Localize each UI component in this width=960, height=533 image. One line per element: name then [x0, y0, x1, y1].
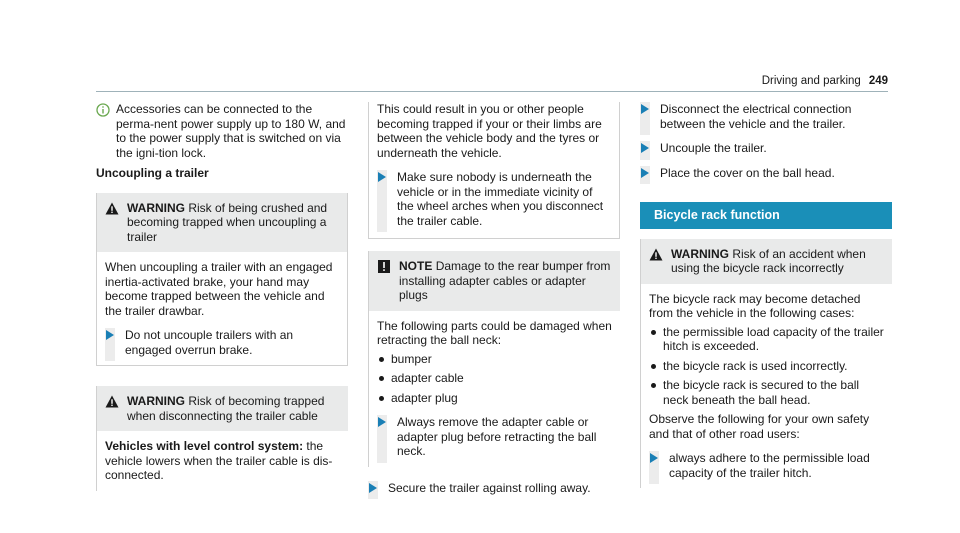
- notice-text: The following parts could be damaged when retracting the ball neck:: [377, 318, 612, 347]
- step-text: Do not uncouple trailers with an engaged overrun brake.: [125, 328, 294, 357]
- warning-box-bicycle-rack: [640, 239, 892, 489]
- warning-body: [97, 431, 348, 491]
- header-rule: [96, 91, 888, 92]
- step-text: Uncouple the trailer.: [660, 141, 767, 155]
- warning-title: Risk of becoming trapped when disconnecting the trailer cable: [127, 394, 325, 423]
- step-text: always adhere to the permissible load capacity of the trailer hitch.: [669, 451, 870, 480]
- step-arrow-icon: [650, 453, 658, 463]
- page-number: 249: [868, 75, 888, 87]
- notice-exclamation-icon: [377, 260, 391, 273]
- warning-header: [97, 193, 347, 253]
- step-arrow-icon: [641, 143, 649, 153]
- warning-header: [97, 386, 348, 431]
- notice-header: [369, 251, 620, 311]
- notice-label: NOTE: [399, 259, 433, 273]
- step-arrow-icon: [641, 104, 649, 114]
- warning-title: Risk of an accident when using the bicycle rack incorrectly: [671, 246, 866, 275]
- step: [105, 328, 339, 357]
- warning-body: [641, 284, 892, 489]
- warning-box-continued: [368, 102, 620, 239]
- step: [368, 481, 620, 496]
- column-1: [96, 102, 348, 491]
- list-item: the permissible load capacity of the trailer hitch is exceeded.: [649, 325, 884, 354]
- section-name: Driving and parking: [761, 75, 861, 87]
- step-arrow-icon: [369, 483, 377, 493]
- section-title-bicycle-rack: Bicycle rack function: [640, 202, 892, 229]
- warning-lead: Vehicles with level control system:: [105, 439, 304, 453]
- info-note-text: Accessories can be connected to the perma-nent power supply up to 180 W, and to the power supply that is switched on via the igni-tion lock.: [116, 102, 346, 160]
- step-arrow-icon: [641, 168, 649, 178]
- case-list: [649, 325, 884, 408]
- list-item: adapter plug: [377, 391, 612, 406]
- step: [377, 170, 611, 228]
- warning-title: Risk of being crushed and becoming trapped when uncoupling a trailer: [127, 200, 328, 244]
- column-2: [368, 102, 620, 495]
- list-item: the bicycle rack is used incorrectly.: [649, 359, 884, 374]
- list-item: the bicycle rack is secured to the ball neck beneath the ball head.: [649, 378, 884, 407]
- warning-box-crushed: [96, 193, 348, 367]
- step-arrow-icon: [378, 172, 386, 182]
- observe-text: Observe the following for your own safety and that of other road users:: [649, 412, 870, 441]
- warning-label: WARNING: [127, 200, 185, 215]
- step-text: Secure the trailer against rolling away.: [388, 480, 591, 495]
- warning-triangle-icon: [105, 395, 119, 408]
- uncoupling-heading: Uncoupling a trailer: [96, 166, 209, 180]
- notice-title: Damage to the rear bumper from installing adapter cables or adapter plugs: [399, 259, 611, 302]
- step-text: Disconnect the electrical connection between the vehicle and the trailer.: [660, 102, 852, 131]
- warning-triangle-icon: [649, 248, 663, 261]
- warning-text: The bicycle rack may become detached from the vehicle in the following cases:: [649, 291, 861, 320]
- info-icon: [96, 103, 110, 117]
- step: [640, 102, 892, 131]
- warning-label: WARNING: [671, 246, 729, 261]
- warning-box-trapped: [96, 386, 348, 491]
- step-text: Always remove the adapter cable or adapter plug before retracting the ball neck.: [397, 415, 597, 458]
- step-text: Place the cover on the ball head.: [660, 165, 835, 180]
- page-header: [762, 74, 888, 89]
- step-arrow-icon: [378, 417, 386, 427]
- list-item: adapter cable: [377, 371, 612, 386]
- step: [649, 451, 884, 480]
- warning-triangle-icon: [105, 202, 119, 215]
- info-note: [96, 102, 348, 160]
- warning-text: the vehicle lowers when the trailer cable is dis-connected.: [105, 439, 333, 482]
- step: [640, 166, 892, 181]
- warning-text: When uncoupling a trailer with an engaged inertia-activated brake, your hand may become trapped between the vehicle and the trailer drawbar.: [105, 260, 333, 318]
- step-arrow-icon: [106, 330, 114, 340]
- notice-body: [369, 311, 620, 467]
- notice-box-bumper: [368, 251, 620, 467]
- warning-body: [97, 252, 347, 365]
- warning-label: WARNING: [127, 394, 185, 408]
- damage-list: [377, 352, 612, 406]
- column-3: [640, 102, 892, 488]
- step: [377, 415, 612, 459]
- warning-continued-text: This could result in you or other people becoming trapped if your or their limbs are between the vehicle body and the tyres or underneath the vehicle.: [377, 102, 602, 160]
- step-text: Make sure nobody is underneath the vehicle or in the immediate vicinity of the wheel arches when you disconnect the trailer cable.: [397, 170, 604, 228]
- step: [640, 141, 892, 156]
- warning-header: [641, 239, 892, 284]
- list-item: bumper: [377, 352, 612, 367]
